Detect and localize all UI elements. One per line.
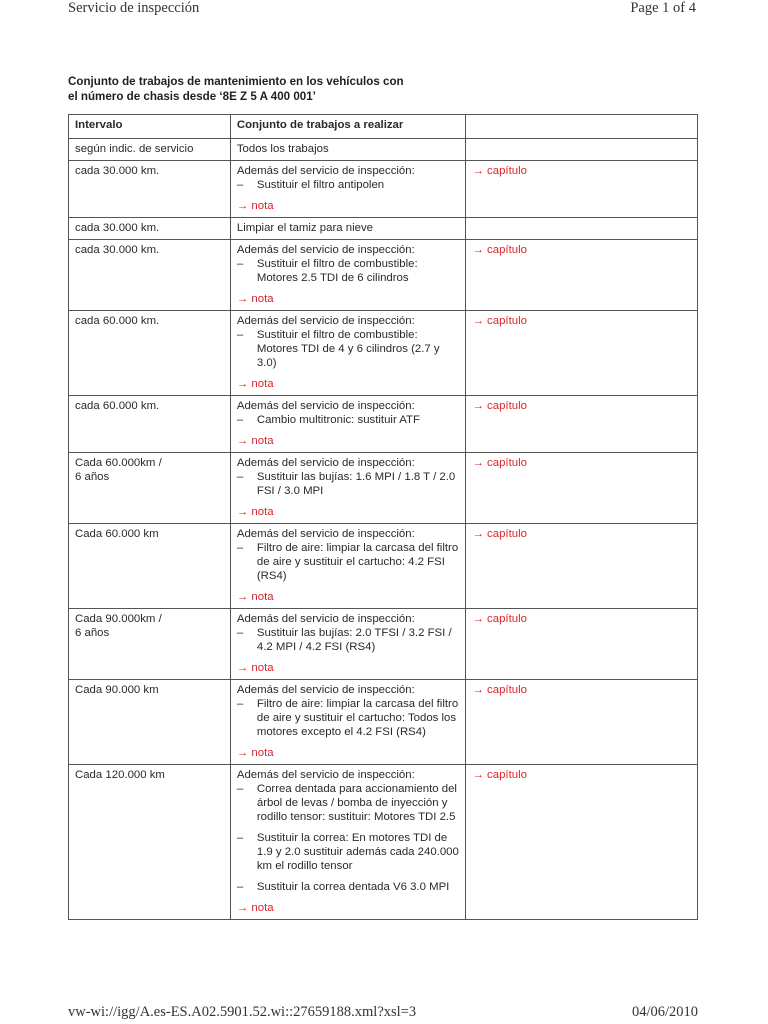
nota-link[interactable]: → nota xyxy=(236,200,274,212)
chapter-cell xyxy=(466,609,698,680)
nota-link[interactable]: → nota xyxy=(236,591,274,603)
table-row xyxy=(69,311,698,396)
capitulo-link[interactable]: → capítulo xyxy=(472,613,527,625)
capitulo-link[interactable]: → capítulo xyxy=(472,457,527,469)
chapter-cell xyxy=(466,161,698,218)
header-empty xyxy=(466,115,698,139)
chapter-cell xyxy=(466,218,698,240)
work-cell xyxy=(230,218,466,240)
footer-date: 04/06/2010 xyxy=(631,1004,698,1020)
heading-line-2: el número de chasis desde ‘8E Z 5 A 400 001’ xyxy=(68,90,316,103)
capitulo-link[interactable]: → capítulo xyxy=(472,528,527,540)
dash-bullet: – xyxy=(236,627,244,639)
table-row xyxy=(69,240,698,311)
table-row xyxy=(69,765,698,920)
work-item-text: Sustituir la correa: En motores TDI de 1.9 y 2.0 sustituir además cada 240.000 km el rodillo tensor xyxy=(256,832,459,872)
work-intro: Además del servicio de inspección: xyxy=(236,528,415,540)
work-item xyxy=(237,413,460,427)
capitulo-link[interactable]: → capítulo xyxy=(472,400,527,412)
work-item xyxy=(237,880,460,894)
chapter-cell xyxy=(466,765,698,920)
table-row xyxy=(69,139,698,161)
work-cell xyxy=(230,609,466,680)
interval-cell: Cada 90.000 km xyxy=(69,680,231,765)
work-item xyxy=(237,328,460,370)
interval-cell: cada 30.000 km. xyxy=(69,218,231,240)
table-header-row xyxy=(69,115,698,139)
nota-link[interactable]: → nota xyxy=(236,378,274,390)
work-item-text: Cambio multitronic: sustituir ATF xyxy=(256,414,420,426)
page-header-title: Servicio de inspección xyxy=(68,0,200,16)
work-cell xyxy=(230,765,466,920)
work-intro: Además del servicio de inspección: xyxy=(236,613,415,625)
work-item-text: Sustituir el filtro antipolen xyxy=(256,179,385,191)
capitulo-link[interactable]: → capítulo xyxy=(472,244,527,256)
chapter-cell xyxy=(466,680,698,765)
dash-bullet: – xyxy=(236,698,244,710)
work-intro: Además del servicio de inspección: xyxy=(236,457,415,469)
interval-cell: cada 30.000 km. xyxy=(69,240,231,311)
heading-line-1: Conjunto de trabajos de mantenimiento en los vehículos con xyxy=(68,75,404,88)
nota-link[interactable]: → nota xyxy=(236,435,274,447)
work-item xyxy=(237,257,460,285)
capitulo-link[interactable]: → capítulo xyxy=(472,769,527,781)
work-cell xyxy=(230,396,466,453)
table-body xyxy=(69,139,698,920)
interval-cell: cada 60.000 km. xyxy=(69,396,231,453)
header-trabajos: Conjunto de trabajos a realizar xyxy=(230,115,466,139)
work-intro: Además del servicio de inspección: xyxy=(236,400,415,412)
work-item-text: Sustituir el filtro de combustible: Motores TDI de 4 y 6 cilindros (2.7 y 3.0) xyxy=(256,329,440,369)
work-item-text: Sustituir el filtro de combustible: Motores 2.5 TDI de 6 cilindros xyxy=(256,258,418,284)
nota-link[interactable]: → nota xyxy=(236,902,274,914)
work-cell xyxy=(230,161,466,218)
footer-url: vw-wi://igg/A.es-ES.A02.5901.52.wi::27659188.xml?xsl=3 xyxy=(68,1004,417,1020)
table-row xyxy=(69,161,698,218)
chapter-cell xyxy=(466,139,698,161)
interval-cell: Cada 120.000 km xyxy=(69,765,231,920)
table-row xyxy=(69,609,698,680)
work-cell xyxy=(230,680,466,765)
maintenance-table xyxy=(68,114,698,920)
work-intro: Además del servicio de inspección: xyxy=(236,769,415,781)
work-cell xyxy=(230,453,466,524)
dash-bullet: – xyxy=(236,471,244,483)
dash-bullet: – xyxy=(236,414,244,426)
table-row xyxy=(69,680,698,765)
table-row xyxy=(69,218,698,240)
work-intro: Además del servicio de inspección: xyxy=(236,315,415,327)
work-item-text: Filtro de aire: limpiar la carcasa del filtro de aire y sustituir el cartucho: Todos los motores excepto el 4.2 FSI (RS4) xyxy=(256,698,459,738)
work-item-text: Correa dentada para accionamiento del árbol de levas / bomba de inyección y rodillo tensor: sustituir: Motores TDI 2.5 xyxy=(256,783,457,823)
work-intro: Además del servicio de inspección: xyxy=(236,684,415,696)
interval-cell: según indic. de servicio xyxy=(69,139,231,161)
work-item xyxy=(237,697,460,739)
chapter-cell xyxy=(466,240,698,311)
dash-bullet: – xyxy=(236,258,244,270)
work-item xyxy=(237,470,460,498)
dash-bullet: – xyxy=(236,542,244,554)
chapter-cell xyxy=(466,311,698,396)
chapter-cell xyxy=(466,396,698,453)
work-item-text: Sustituir las bujías: 1.6 MPI / 1.8 T / 2.0 FSI / 3.0 MPI xyxy=(256,471,456,497)
work-intro: Además del servicio de inspección: xyxy=(236,165,415,177)
work-item xyxy=(237,178,460,192)
chapter-cell xyxy=(466,453,698,524)
nota-link[interactable]: → nota xyxy=(236,662,274,674)
work-cell xyxy=(230,240,466,311)
work-item xyxy=(237,782,460,824)
dash-bullet: – xyxy=(236,179,244,191)
work-item-text: Filtro de aire: limpiar la carcasa del filtro de aire y sustituir el cartucho: 4.2 FSI (RS4) xyxy=(256,542,459,582)
nota-link[interactable]: → nota xyxy=(236,293,274,305)
dash-bullet: – xyxy=(236,832,244,844)
capitulo-link[interactable]: → capítulo xyxy=(472,684,527,696)
work-intro: Además del servicio de inspección: xyxy=(236,244,415,256)
work-intro: Limpiar el tamiz para nieve xyxy=(236,222,373,234)
page-number: Page 1 of 4 xyxy=(630,0,696,16)
dash-bullet: – xyxy=(236,881,244,893)
interval-cell: Cada 90.000km / 6 años xyxy=(69,609,231,680)
table-row xyxy=(69,453,698,524)
dash-bullet: – xyxy=(236,783,244,795)
interval-cell: Cada 60.000km / 6 años xyxy=(69,453,231,524)
work-item xyxy=(237,831,460,873)
work-item-text: Sustituir la correa dentada V6 3.0 MPI xyxy=(256,881,450,893)
work-cell xyxy=(230,139,466,161)
work-item xyxy=(237,626,460,654)
chapter-cell xyxy=(466,524,698,609)
table-row xyxy=(69,524,698,609)
nota-link[interactable]: → nota xyxy=(236,506,274,518)
work-intro: Todos los trabajos xyxy=(236,143,329,155)
interval-cell: cada 30.000 km. xyxy=(69,161,231,218)
capitulo-link[interactable]: → capítulo xyxy=(472,315,527,327)
work-item xyxy=(237,541,460,583)
interval-cell: cada 60.000 km. xyxy=(69,311,231,396)
document-heading xyxy=(68,74,488,104)
capitulo-link[interactable]: → capítulo xyxy=(472,165,527,177)
interval-cell: Cada 60.000 km xyxy=(69,524,231,609)
work-cell xyxy=(230,524,466,609)
header-intervalo: Intervalo xyxy=(69,115,231,139)
nota-link[interactable]: → nota xyxy=(236,747,274,759)
work-item-text: Sustituir las bujías: 2.0 TFSI / 3.2 FSI / 4.2 MPI / 4.2 FSI (RS4) xyxy=(256,627,452,653)
table-row xyxy=(69,396,698,453)
dash-bullet: – xyxy=(236,329,244,341)
work-cell xyxy=(230,311,466,396)
